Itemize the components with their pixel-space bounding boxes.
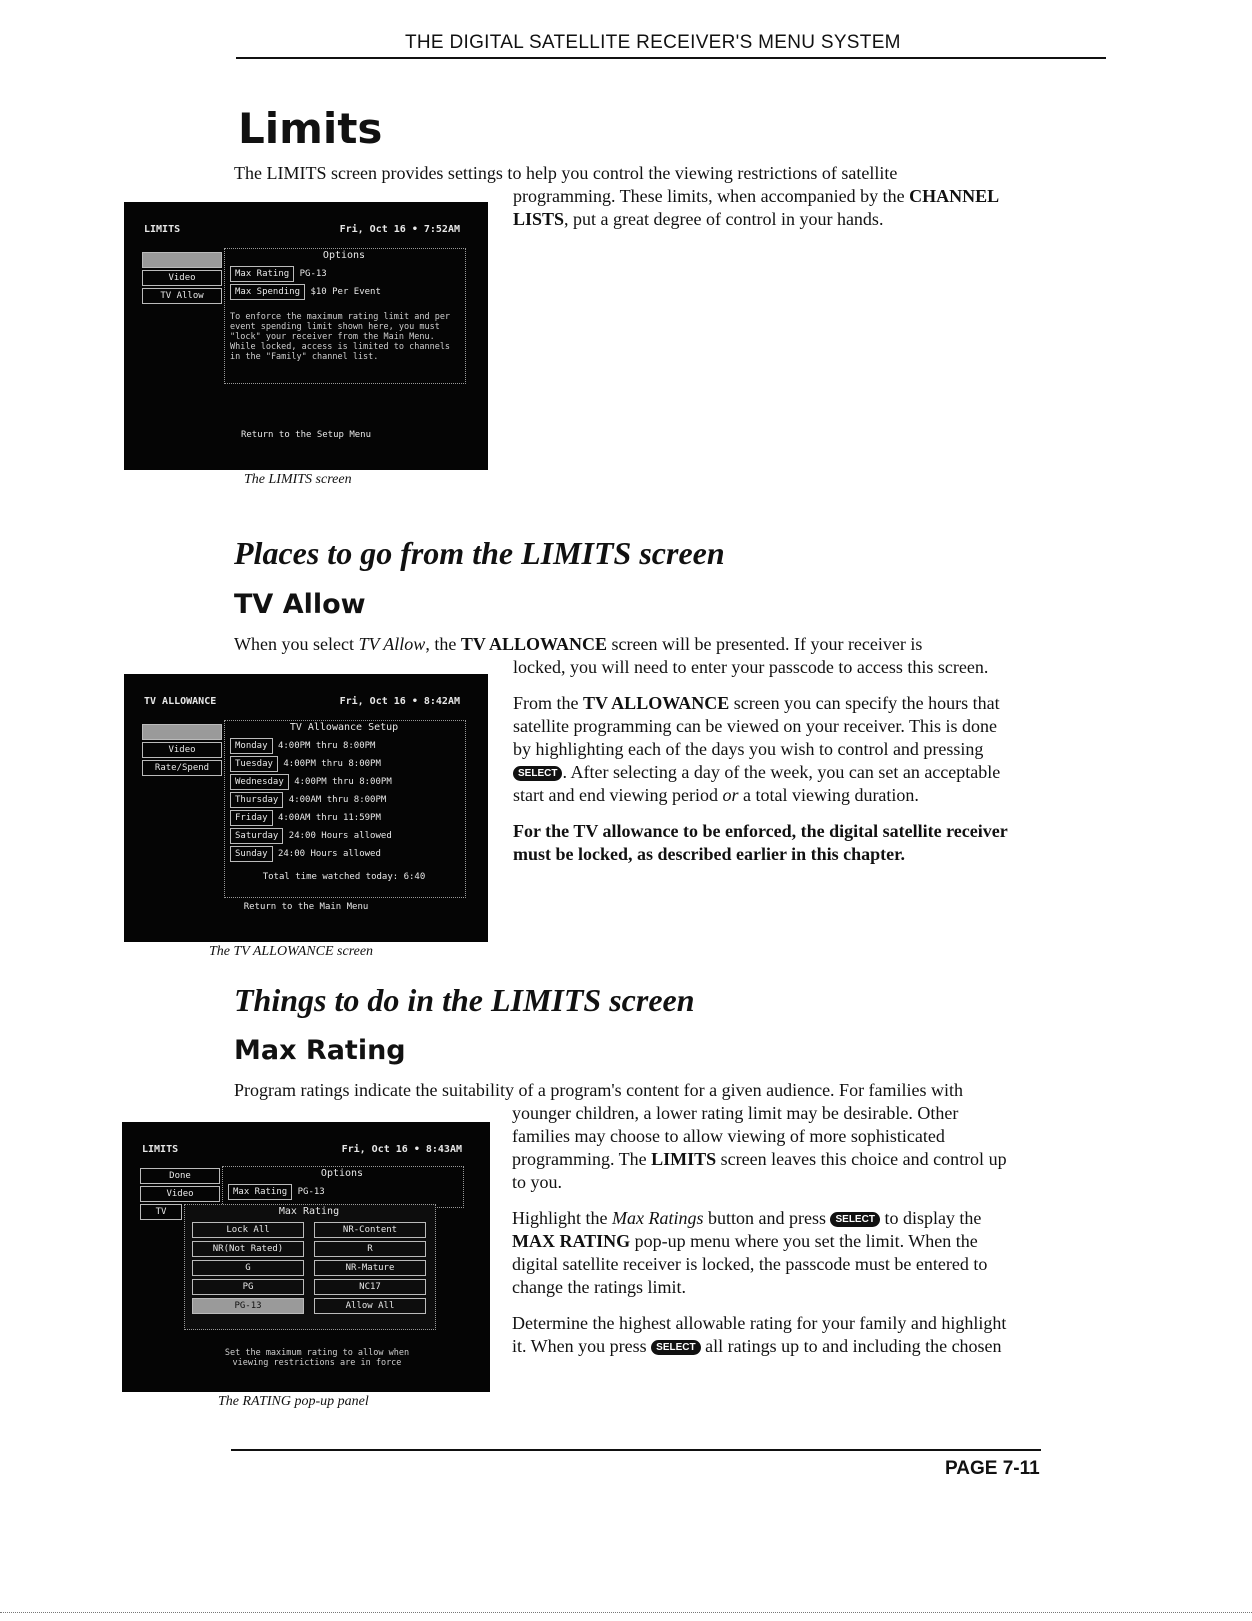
tv-allow-para-line-2: locked, you will need to enter your passcode to access this screen.	[513, 657, 989, 677]
day-row-thursday: Thursday 4:00AM thru 8:00PM	[230, 792, 386, 806]
limits-note: To enforce the maximum rating limit and per event spending limit shown here, you must "lock" your receiver from the Main Menu. While locked, access is limited to channels in the "Family" channel list.	[230, 312, 451, 362]
footer-rule	[231, 1449, 1041, 1451]
tv-allowance-warning-line-2: must be locked, as described earlier in this chapter.	[513, 844, 905, 864]
return-link: Return to the Setup Menu	[240, 430, 372, 440]
limits-intro-line-1: The LIMITS screen provides settings to help you control the viewing restrictions of satellite	[234, 163, 898, 183]
side-button-video: Video	[142, 742, 222, 758]
max-rating-row: Max Rating PG-13	[230, 266, 327, 280]
determine-para-line-2: it. When you press SELECT all ratings up to and including the chosen	[512, 1336, 1002, 1356]
day-row-friday: Friday 4:00AM thru 11:59PM	[230, 810, 381, 824]
limits-title: Limits	[238, 104, 383, 153]
rating-caption: The RATING pop-up panel	[218, 1394, 369, 1409]
tv-allowance-para-line-1: From the TV ALLOWANCE screen you can specify the hours that	[513, 693, 1000, 713]
side-button-done	[142, 252, 222, 268]
day-row-monday: Monday 4:00PM thru 8:00PM	[230, 738, 375, 752]
rating-option-nr-content: NR-Content	[314, 1222, 426, 1238]
limits-intro-line-3: LISTS, put a great degree of control in your hands.	[513, 209, 884, 229]
scan-edge-line	[0, 1612, 1252, 1614]
options-title: Options	[322, 250, 366, 261]
tv-allowance-para-line-4: SELECT . After selecting a day of the week, you can set an acceptable	[513, 761, 1000, 784]
rating-option-nr-not-rated: NR(Not Rated)	[192, 1241, 304, 1257]
side-button-tv-allow: TV Allow	[142, 288, 222, 304]
rating-option-nr-mature: NR-Mature	[314, 1260, 426, 1276]
side-button-done	[142, 724, 222, 740]
screen-clock: Fri, Oct 16 • 8:42AM	[339, 696, 460, 707]
max-rating-popup-title: Max Rating	[278, 1206, 340, 1217]
highlight-para-line-2: MAX RATING pop-up menu where you set the limit. When the	[512, 1231, 978, 1251]
select-button-icon: SELECT	[513, 766, 562, 781]
tv-allowance-screen-image	[124, 674, 488, 942]
side-button-video: Video	[142, 270, 222, 286]
max-rating-para-line-5: to you.	[512, 1172, 563, 1192]
screen-clock: Fri, Oct 16 • 8:43AM	[341, 1144, 462, 1155]
screen-title: LIMITS	[144, 224, 181, 235]
rating-option-g: G	[192, 1260, 304, 1276]
tv-allowance-warning-line-1: For the TV allowance to be enforced, the digital satellite receiver	[513, 821, 1008, 841]
max-rating-para-line-2: younger children, a lower rating limit may be desirable. Other	[512, 1103, 959, 1123]
day-row-sunday: Sunday 24:00 Hours allowed	[230, 846, 381, 860]
total-time-watched: Total time watched today: 6:40	[262, 872, 426, 882]
max-spending-row: Max Spending $10 Per Event	[230, 284, 381, 298]
tv-allowance-para-line-3: by highlighting each of the days you wish to control and pressing	[513, 739, 984, 759]
rating-popup-screen-image	[122, 1122, 490, 1392]
screen-title: LIMITS	[142, 1144, 179, 1155]
max-rating-heading: Max Rating	[234, 1035, 406, 1066]
running-head: THE DIGITAL SATELLITE RECEIVER'S MENU SYSTEM	[405, 32, 901, 53]
rating-option-allow-all: Allow All	[314, 1298, 426, 1314]
highlight-para-line-1: Highlight the Max Ratings button and press SELECT to display the	[512, 1208, 982, 1228]
rating-option-r: R	[314, 1241, 426, 1257]
places-heading: Places to go from the LIMITS screen	[234, 535, 725, 571]
max-rating-para-line-3: families may choose to allow viewing of more sophisticated	[512, 1126, 945, 1146]
tv-allow-para-line-1: When you select TV Allow, the TV ALLOWANCE screen will be presented. If your receiver is	[234, 634, 923, 654]
return-link: Return to the Main Menu	[243, 902, 369, 912]
limits-screen-image	[124, 202, 488, 470]
tv-allowance-para-line-2: satellite programming can be viewed on your receiver. This is done	[513, 716, 998, 736]
limits-caption: The LIMITS screen	[244, 472, 352, 487]
day-row-saturday: Saturday 24:00 Hours allowed	[230, 828, 392, 842]
rating-option-lock-all: Lock All	[192, 1222, 304, 1238]
things-heading: Things to do in the LIMITS screen	[234, 982, 695, 1018]
tv-allowance-caption: The TV ALLOWANCE screen	[209, 944, 374, 959]
max-rating-para-line-1: Program ratings indicate the suitability of a program's content for a given audience. For families with	[234, 1080, 964, 1100]
rating-option-pg: PG	[192, 1279, 304, 1295]
day-row-wednesday: Wednesday 4:00PM thru 8:00PM	[230, 774, 392, 788]
tv-allowance-para-line-5: start and end viewing period or a total viewing duration.	[513, 785, 919, 805]
screen-clock: Fri, Oct 16 • 7:52AM	[339, 224, 460, 235]
day-row-tuesday: Tuesday 4:00PM thru 8:00PM	[230, 756, 381, 770]
page-number: PAGE 7-11	[945, 1458, 1040, 1479]
side-button-tv: TV	[140, 1204, 182, 1220]
highlight-para-line-4: change the ratings limit.	[512, 1277, 686, 1297]
select-button-icon: SELECT	[830, 1212, 879, 1227]
side-button-video: Video	[140, 1186, 220, 1202]
options-title: Options	[320, 1168, 364, 1179]
rating-option-pg-13-selected: PG-13	[192, 1298, 304, 1314]
rating-option-nc17: NC17	[314, 1279, 426, 1295]
screen-title: TV ALLOWANCE	[144, 696, 217, 707]
max-rating-row: Max Rating PG-13	[228, 1184, 325, 1198]
side-button-done: Done	[140, 1168, 220, 1184]
side-button-rate-spend: Rate/Spend	[142, 760, 222, 776]
max-rating-para-line-4: programming. The LIMITS screen leaves this choice and control up	[512, 1149, 1007, 1169]
tv-allow-heading: TV Allow	[234, 589, 366, 620]
tv-allowance-setup-title: TV Allowance Setup	[289, 722, 399, 733]
determine-para-line-1: Determine the highest allowable rating for your family and highlight	[512, 1313, 1007, 1333]
select-button-icon: SELECT	[651, 1340, 700, 1355]
limits-intro-line-2: programming. These limits, when accompanied by the CHANNEL	[513, 186, 1000, 206]
highlight-para-line-3: digital satellite receiver is locked, the passcode must be entered to	[512, 1254, 988, 1274]
header-rule	[236, 57, 1106, 59]
rating-note: Set the maximum rating to allow when viewing restrictions are in force	[224, 1348, 410, 1368]
